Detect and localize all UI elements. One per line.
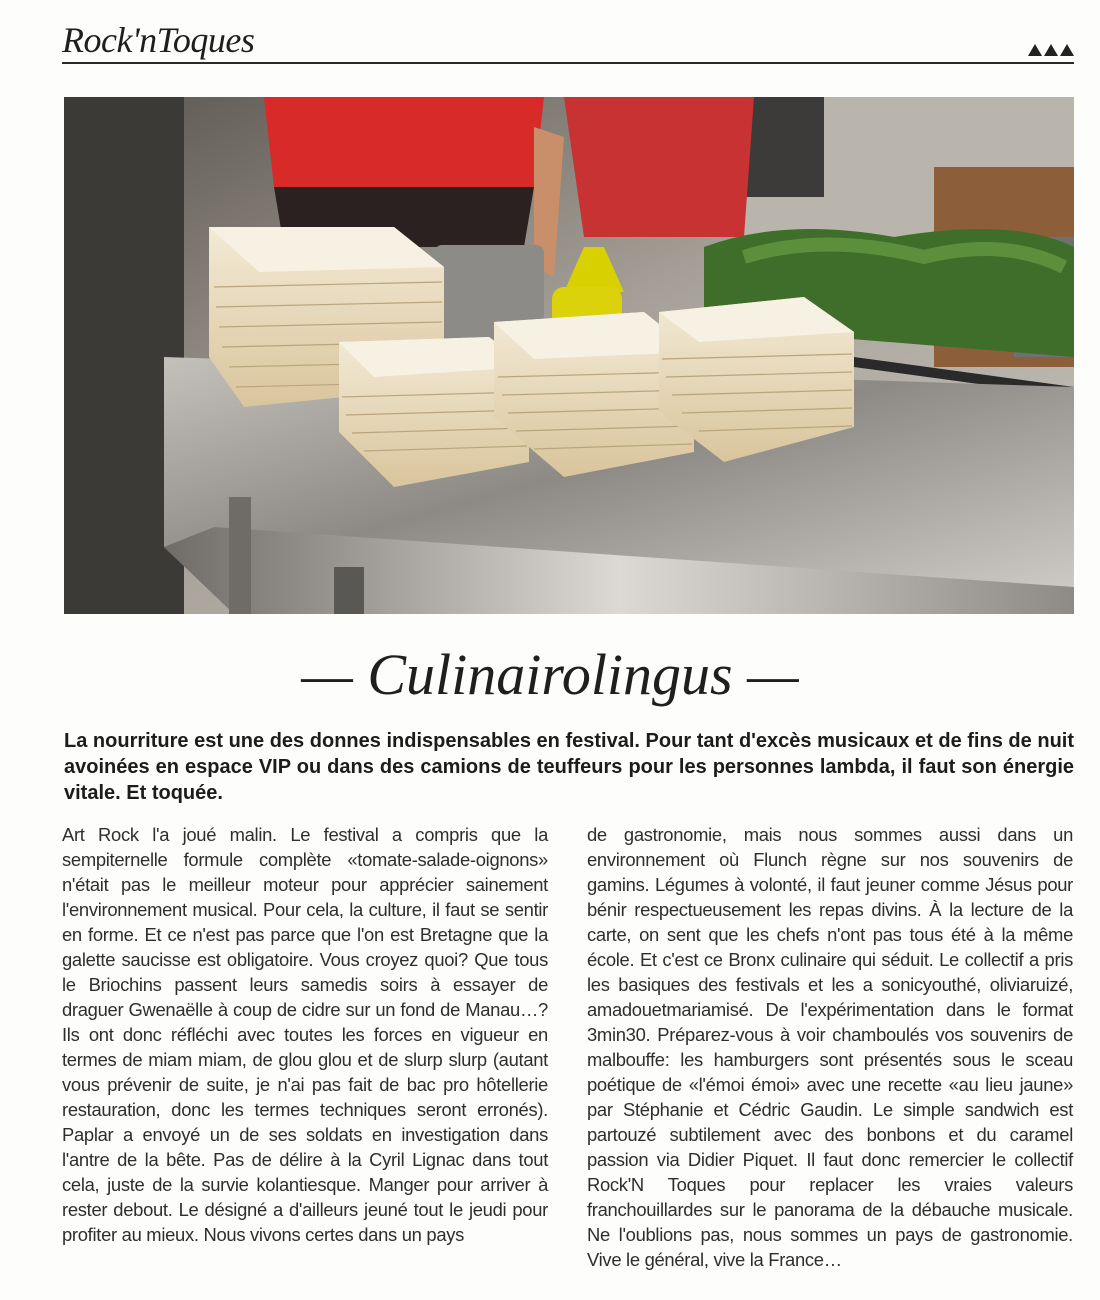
section-header (62, 18, 1074, 64)
article-intro: La nourriture est une des donnes indispensables en festival. Pour tant d'excès musicaux et de fins de nuit avoinées en espace VIP ou dans des camions de teuffeurs pour les personnes lambda, il faut son énergie vitale. Et toquée. (64, 730, 1074, 804)
triangle-ornament-icon (1028, 44, 1074, 56)
article-title: — Culinairolingus — (301, 642, 799, 707)
article-column-right: de gastronomie, mais nous sommes aussi dans un environnement où Flunch règne sur nos souvenirs de gamins. Légumes à volonté, il faut jeuner comme Jésus pour bénir respectueusement les repas divins. À la lecture de la carte, on sent que les chefs n'ont pas tous été à la même école. Et c'est ce Bronx culinaire qui séduit. Le collectif a pris les basiques des festivals et les a sonicyouthé, oliviaruizé, amadouetmariamisé. De l'expérimentation dans le format 3min30. Préparez-vous à voir chamboulés vos souvenirs de malbouffe: les hamburgers sont présentés sous le sceau poétique de «l'émoi émoi» avec une recette «au lieu jaune» par Stéphanie et Cédric Gaudin. Le simple sandwich est partouzé subtilement avec des bonbons et du caramel passion via Didier Piquet. Il faut donc remercier le collectif Rock'N Toques pour replacer les vraies valeurs franchouillardes sur le panorama de la débauche musicale. Ne l'oublions pas, nous sommes un pays de gastronomie. Vive le général, vive la France… (587, 824, 1073, 1270)
section-title: Rock'nToques (62, 20, 255, 60)
article-column-left: Art Rock l'a joué malin. Le festival a compris que la sempiternelle formule complète «tomate-salade-oignons» n'était pas le meilleur moteur pour apprécier sainement l'environnement musical. Pour cela, la culture, il faut se sentir en forme. Et ce n'est pas parce que l'on est Bretagne que la galette saucisse est obligatoire. Vous croyez quoi? Que tous le Briochins passent leurs samedis soirs à essayer de draguer Gwenaëlle à coup de cidre sur un fond de Manau…? Ils ont donc réfléchi avec toutes les forces en vigueur en termes de miam miam, de glou glou et de slurp slurp (autant vous prévenir de suite, je n'ai pas fait de bac pro hôtellerie restauration, donc les termes techniques seront erronés). Paplar a envoyé un de ses soldats en investigation dans l'antre de la bête. Pas de délire à la Cyril Lignac dans tout cela, juste de la survie kolantiesque. Manger pour arriver à rester debout. Le désigné a d'ailleurs jeuné tout le jeudi pour profiter au mieux. Nous vivons certes dans un pays (62, 824, 548, 1245)
article-photo (64, 97, 1074, 614)
header-rule (62, 62, 1074, 64)
